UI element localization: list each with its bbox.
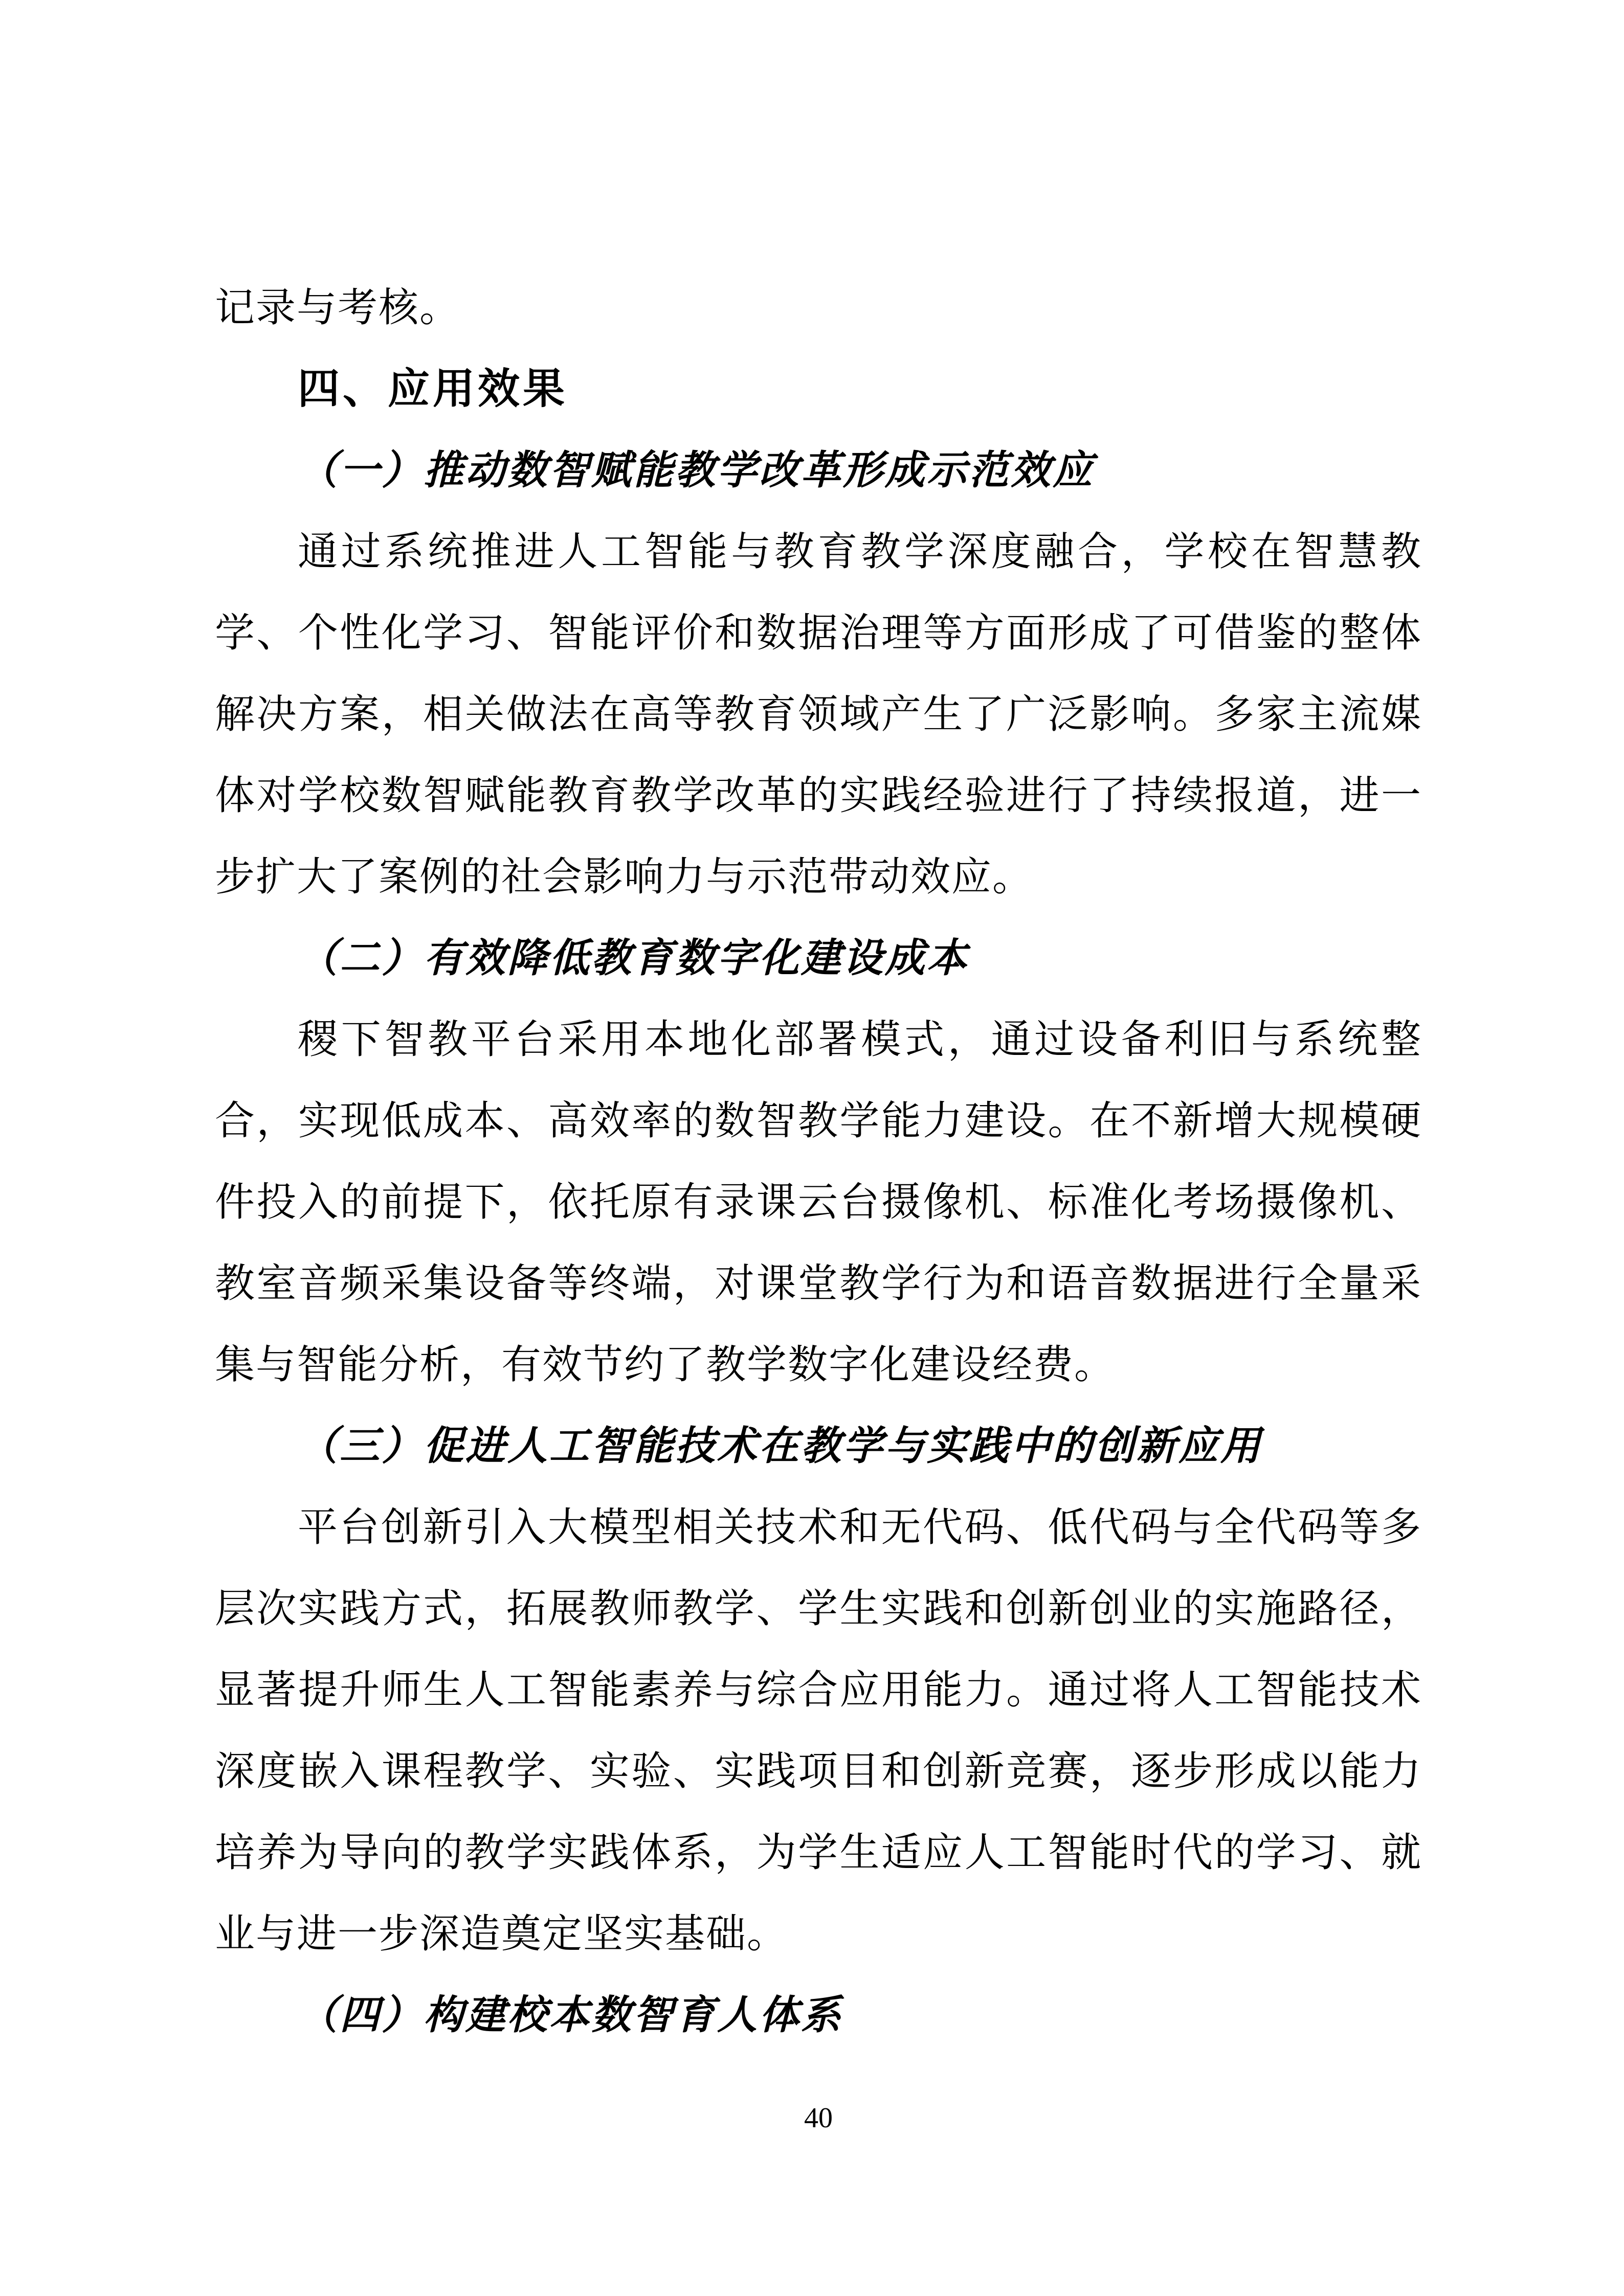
paragraph-last-line: 集与智能分析，有效节约了教学数字化建设经费。: [215, 1342, 1116, 1387]
paragraph-line: 层次实践方式，拓展教师教学、学生实践和创新创业的实施路径，: [215, 1586, 1422, 1631]
paragraph-last-line: 业与进一步深造奠定坚实基础。: [215, 1911, 788, 1956]
subsection-heading-1: （一）推动数智赋能教学改革形成示范效应: [298, 448, 1095, 492]
subsection-heading-2: （二）有效降低教育数字化建设成本: [298, 936, 969, 980]
page-number: 40: [804, 2102, 833, 2134]
paragraph-line: 显著提升师生人工智能素养与综合应用能力。通过将人工智能技术: [215, 1668, 1422, 1712]
paragraph-line: 记录与考核。: [215, 285, 461, 330]
paragraph-line: 培养为导向的教学实践体系，为学生适应人工智能时代的学习、就: [215, 1830, 1422, 1875]
section-heading: 四、应用效果: [298, 366, 568, 412]
paragraph-first-line: 平台创新引入大模型相关技术和无代码、低代码与全代码等多: [298, 1505, 1422, 1549]
paragraph-line: 解决方案，相关做法在高等教育领域产生了广泛影响。多家主流媒: [215, 692, 1422, 736]
paragraph-line: 学、个性化学习、智能评价和数据治理等方面形成了可借鉴的整体: [215, 611, 1422, 655]
subsection-heading-4: （四）构建校本数智育人体系: [298, 1993, 843, 2037]
document-body: [215, 267, 1422, 2056]
paragraph-line: 件投入的前提下，依托原有录课云台摄像机、标准化考场摄像机、: [215, 1180, 1422, 1224]
paragraph-last-line: 步扩大了案例的社会影响力与示范带动效应。: [215, 854, 1034, 899]
paragraph-line: 合，实现低成本、高效率的数智教学能力建设。在不新增大规模硬: [215, 1098, 1422, 1143]
paragraph-line: 教室音频采集设备等终端，对课堂教学行为和语音数据进行全量采: [215, 1261, 1422, 1305]
paragraph-first-line: 通过系统推进人工智能与教育教学深度融合，学校在智慧教: [298, 529, 1422, 574]
paragraph-first-line: 稷下智教平台采用本地化部署模式，通过设备利旧与系统整: [298, 1017, 1422, 1062]
paragraph-line: 深度嵌入课程教学、实验、实践项目和创新竞赛，逐步形成以能力: [215, 1749, 1422, 1793]
subsection-heading-3: （三）促进人工智能技术在教学与实践中的创新应用: [298, 1424, 1263, 1468]
paragraph-line: 体对学校数智赋能教育教学改革的实践经验进行了持续报道，进一: [215, 773, 1422, 818]
